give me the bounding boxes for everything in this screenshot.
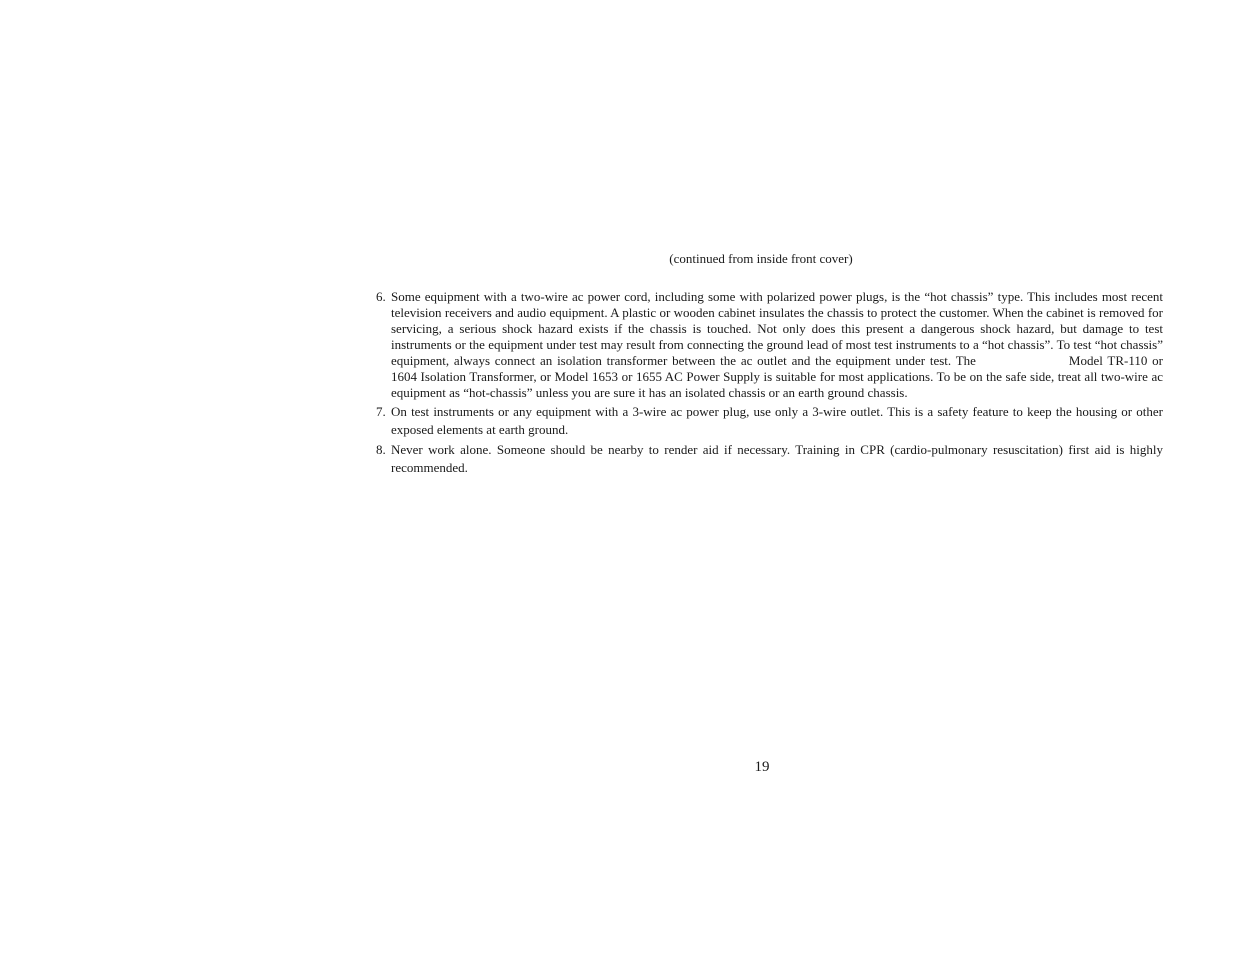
item-text: Some equipment with a two-wire ac power cord, including some with polarized power plugs, is the “hot chassis” type. This includes most recent television receivers and audio equipment. A plastic or wooden cabinet insulates the chassis to protect the customer. When the cabinet is removed for servicing, a serious shock hazard exists if the chassis is touched. Not only does this present a dangerous shock hazard, but damage to test instruments or the equipment under test may result from connecting the ground lead of most test instruments to a “hot chassis”. To test “hot chassis” equipment, always connect an isolation transformer between the ac outlet and the equipment under test. The [391,289,1163,368]
list-item [376,289,1163,401]
safety-list [376,289,1163,477]
item-text: On test instruments or any equipment with a 3-wire ac power plug, use only a 3-wire outlet. This is a safety feature to keep the housing or other exposed elements at earth ground. [391,404,1163,437]
item-number: 8. [376,442,386,457]
list-item [376,441,1163,477]
item-number: 7. [376,404,386,419]
item-number: 6. [376,289,386,304]
continued-note: (continued from inside front cover) [669,251,853,266]
page-number: 19 [754,759,770,775]
list-item [376,403,1163,439]
item-text-continued: Model TR-110 or 1604 Isolation Transformer, or Model 1653 or 1655 AC Power Supply is suitable for most applications. To be on the safe side, treat all two-wire ac equipment as “hot-chassis” unless you are sure it has an isolated chassis or an earth ground chassis. [391,353,1163,400]
item-text: Never work alone. Someone should be nearby to render aid if necessary. Training in CPR (cardio-pulmonary resuscitation) first aid is highly recommended. [391,442,1163,475]
